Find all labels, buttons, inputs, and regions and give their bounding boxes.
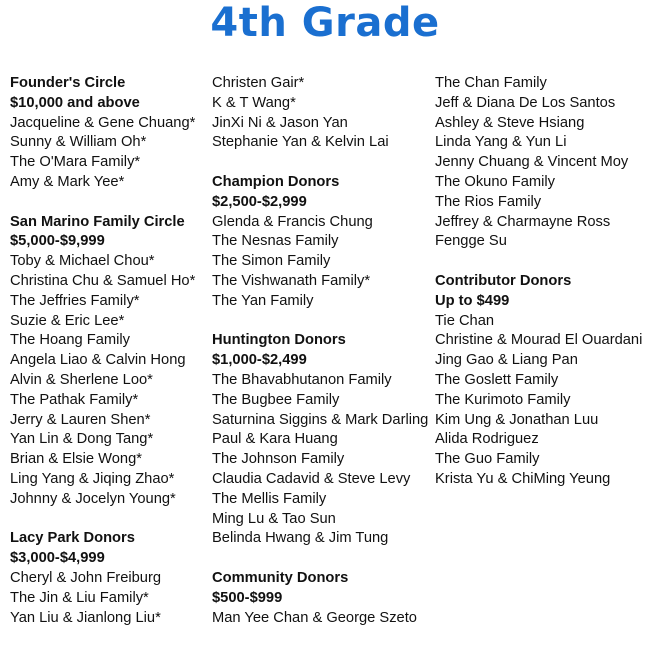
donor-name: Yan Liu & Jianlong Liu* — [10, 609, 161, 626]
donor-name: Angela Liao & Calvin Hong — [10, 352, 186, 369]
donor-name: Jerry & Lauren Shen* — [10, 411, 151, 428]
section-heading: Champion Donors — [212, 173, 340, 190]
donor-name: The Hoang Family — [10, 332, 130, 349]
donor-name: Christina Chu & Samuel Ho* — [10, 272, 196, 289]
donor-name: Ming Lu & Tao Sun — [212, 510, 336, 527]
donor-name: Johnny & Jocelyn Young* — [10, 490, 176, 507]
donor-name: The O'Mara Family* — [10, 154, 141, 171]
donor-name: The Simon Family — [212, 253, 331, 270]
donor-name: K & T Wang* — [212, 94, 296, 111]
section-range: $3,000-$4,999 — [10, 550, 105, 567]
donor-name: Krista Yu & ChiMing Yeung — [435, 470, 611, 487]
donor-name: The Goslett Family — [435, 371, 559, 388]
donor-name: The Rios Family — [435, 193, 542, 210]
section-heading: Lacy Park Donors — [10, 530, 135, 547]
donor-name: Suzie & Eric Lee* — [10, 312, 125, 329]
donor-section — [212, 569, 452, 628]
page-title: 4th Grade — [210, 0, 440, 46]
donor-name: The Bugbee Family — [212, 391, 340, 408]
donor-name: The Yan Family — [212, 292, 314, 309]
donor-name: Claudia Cadavid & Steve Levy — [212, 470, 411, 487]
donor-name: The Vishwanath Family* — [212, 272, 371, 289]
donor-section — [212, 74, 452, 153]
donor-name: The Guo Family — [435, 451, 540, 468]
section-heading: Community Donors — [212, 569, 349, 586]
donor-name: Sunny & William Oh* — [10, 134, 147, 151]
donor-name: Toby & Michael Chou* — [10, 253, 155, 270]
donor-name: The Pathak Family* — [10, 391, 139, 408]
donor-name: The Okuno Family — [435, 173, 555, 190]
section-heading: Founder's Circle — [10, 75, 126, 91]
donor-name: The Bhavabhutanon Family — [212, 371, 392, 388]
donor-name: Tie Chan — [435, 312, 495, 329]
donor-name: Jeffrey & Charmayne Ross — [435, 213, 611, 230]
donor-name: Alvin & Sherlene Loo* — [10, 371, 153, 388]
donor-name: Christine & Mourad El Ouardani — [435, 332, 643, 349]
donor-section — [212, 173, 452, 312]
donor-name: Brian & Elsie Wong* — [10, 451, 142, 468]
section-range: Up to $499 — [435, 292, 510, 309]
donor-name: Yan Lin & Dong Tang* — [10, 431, 154, 448]
donor-name: The Jin & Liu Family* — [10, 589, 149, 606]
donor-column-3 — [435, 74, 650, 510]
section-range: $5,000-$9,999 — [10, 233, 105, 250]
donor-name: Ashley & Steve Hsiang — [435, 114, 585, 131]
section-heading: Huntington Donors — [212, 332, 346, 349]
donor-name: Stephanie Yan & Kelvin Lai — [212, 134, 389, 151]
donor-name: The Chan Family — [435, 75, 547, 91]
donor-name: Fengge Su — [435, 233, 507, 250]
donor-section — [435, 272, 650, 490]
donor-name: The Mellis Family — [212, 490, 327, 507]
donor-name: The Nesnas Family — [212, 233, 339, 250]
donor-name: Alida Rodriguez — [435, 431, 539, 448]
donor-column-2 — [212, 74, 452, 648]
section-heading: Contributor Donors — [435, 272, 572, 289]
donor-name: Paul & Kara Huang — [212, 431, 338, 448]
donor-name: Jing Gao & Liang Pan — [435, 352, 578, 369]
donor-name: Linda Yang & Yun Li — [435, 134, 567, 151]
donor-name: The Johnson Family — [212, 451, 345, 468]
donor-section — [212, 331, 452, 549]
section-range: $2,500-$2,999 — [212, 193, 307, 210]
donor-name: Saturnina Siggins & Mark Darling — [212, 411, 429, 428]
section-range: $500-$999 — [212, 589, 283, 606]
donor-name: The Kurimoto Family — [435, 391, 571, 408]
donor-name: Jeff & Diana De Los Santos — [435, 94, 616, 111]
donor-name: Man Yee Chan & George Szeto — [212, 609, 417, 626]
donor-name: JinXi Ni & Jason Yan — [212, 114, 348, 131]
donor-name: Glenda & Francis Chung — [212, 213, 373, 230]
section-heading: San Marino Family Circle — [10, 213, 185, 230]
donor-name: Ling Yang & Jiqing Zhao* — [10, 470, 175, 487]
section-range: $1,000-$2,499 — [212, 352, 307, 369]
section-range: $10,000 and above — [10, 94, 140, 111]
donor-name: Amy & Mark Yee* — [10, 173, 125, 190]
donor-name: Belinda Hwang & Jim Tung — [212, 530, 389, 547]
donor-name: The Jeffries Family* — [10, 292, 140, 309]
donor-name: Christen Gair* — [212, 75, 305, 91]
donor-name: Jenny Chuang & Vincent Moy — [435, 154, 629, 171]
donor-name: Kim Ung & Jonathan Luu — [435, 411, 599, 428]
donor-name: Jacqueline & Gene Chuang* — [10, 114, 196, 131]
donor-name: Cheryl & John Freiburg — [10, 569, 162, 586]
donor-section — [435, 74, 650, 252]
